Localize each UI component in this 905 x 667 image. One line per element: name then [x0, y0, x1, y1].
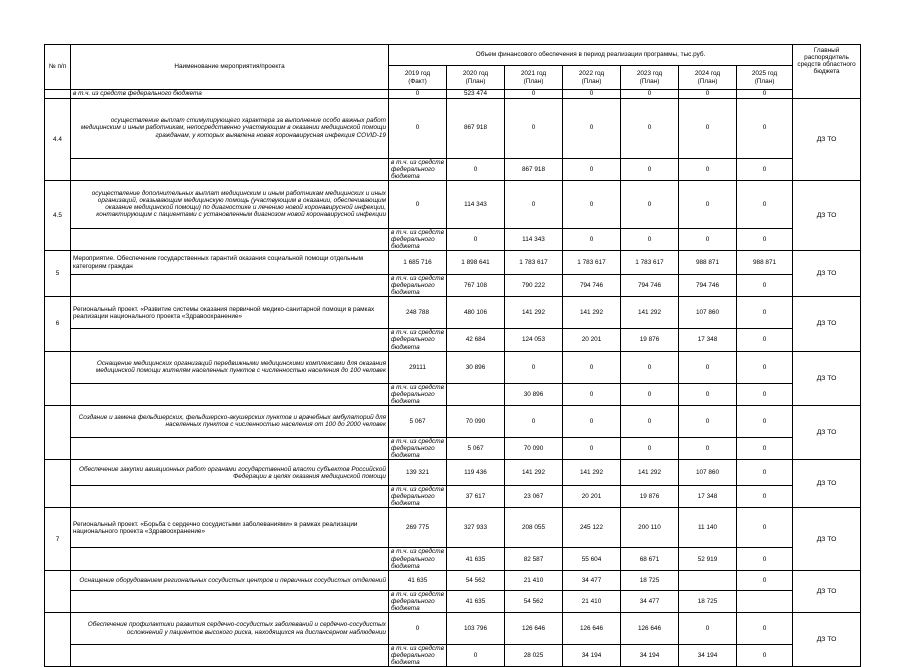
table-header	[45, 45, 861, 99]
year-value-cell: 0	[737, 405, 793, 437]
year-value-cell: 114 343	[447, 180, 505, 228]
year-value-cell: 0	[563, 351, 621, 383]
year-value-cell: 0	[563, 90, 621, 99]
year-value-cell: 1 783 617	[563, 251, 621, 275]
year-value-cell: 0	[737, 98, 793, 158]
federal-budget-row	[45, 158, 861, 180]
header-year	[447, 66, 505, 90]
row-number-empty	[45, 90, 71, 99]
header-year	[679, 66, 737, 90]
year-value-cell: 0	[563, 405, 621, 437]
year-value-cell: 0	[737, 570, 793, 590]
year-value-cell: 208 055	[505, 508, 563, 548]
row-number-empty	[71, 437, 389, 459]
distributor-cell: ДЗ ТО	[793, 460, 861, 508]
year-value-cell: 480 106	[447, 297, 505, 329]
header-year-label: 2023 год	[636, 70, 663, 78]
federal-budget-label: в т.ч. из средств федерального бюджета	[389, 437, 447, 459]
year-value-cell: 23 067	[505, 486, 563, 508]
row-number: 6	[45, 297, 71, 351]
year-value-cell: 867 918	[447, 98, 505, 158]
year-value-cell: 0	[505, 405, 563, 437]
year-value-cell: 269 775	[389, 508, 447, 548]
year-value-cell: 0	[679, 228, 737, 250]
funding-table	[44, 44, 861, 667]
distributor-cell: ДЗ ТО	[793, 98, 861, 180]
federal-budget-row	[45, 329, 861, 351]
federal-budget-label: в т.ч. из средств федерального бюджета	[389, 275, 447, 297]
year-value-cell: 41 635	[389, 570, 447, 590]
federal-budget-row	[45, 383, 861, 405]
year-value-cell: 21 410	[505, 570, 563, 590]
distributor-cell: ДЗ ТО	[793, 351, 861, 405]
year-value-cell: 988 871	[679, 251, 737, 275]
row-number-empty	[71, 590, 389, 612]
header-year-kind: (План)	[523, 77, 544, 85]
year-value-cell: 0	[679, 405, 737, 437]
year-value-cell: 0	[621, 158, 679, 180]
year-value-cell: 21 410	[563, 590, 621, 612]
row-number-empty	[71, 275, 389, 297]
year-value-cell: 5 067	[389, 405, 447, 437]
federal-budget-label: в т.ч. из средств федерального бюджета	[389, 645, 447, 667]
year-value-cell: 20 201	[563, 486, 621, 508]
table-row	[45, 351, 861, 383]
federal-budget-label: в т.ч. из средств федерального бюджета	[389, 383, 447, 405]
distributor-cell: ДЗ ТО	[793, 570, 861, 612]
year-value-cell: 119 436	[447, 460, 505, 486]
header-year-kind: (План)	[697, 77, 718, 85]
distributor-cell: ДЗ ТО	[793, 297, 861, 351]
year-value-cell: 82 587	[505, 548, 563, 570]
distributor-cell: ДЗ ТО	[793, 613, 861, 667]
table-row	[45, 180, 861, 228]
year-value-cell: 0	[563, 228, 621, 250]
year-value-cell: 0	[563, 437, 621, 459]
year-value-cell: 0	[679, 351, 737, 383]
year-value-cell: 988 871	[737, 251, 793, 275]
year-value-cell: 0	[679, 158, 737, 180]
year-value-cell	[737, 590, 793, 612]
year-value-cell: 20 201	[563, 329, 621, 351]
year-value-cell: 139 321	[389, 460, 447, 486]
row-name: осуществление выплат стимулирующего характера за выполнение особо важных работ медицинским и иным работникам, непосредственно участвующим в оказании медицинской помощи гражданам, у которых выявлена новая коронавирусная инфекция COVID-19	[71, 98, 389, 158]
header-year	[563, 66, 621, 90]
row-name: осуществление дополнительных выплат медицинским и иным работникам медицинских и иных организаций, оказывающим медицинскую помощь (участвующим в оказании, обеспечивающим оказание медицинской помощи) по диагностике и лечению новой коронавирусной инфекции, контактирующим с пациентами с установленным диагнозом новой коронавирусной инфекции	[71, 180, 389, 228]
header-name: Наименование мероприятия/проекта	[71, 45, 389, 90]
year-value-cell: 0	[737, 158, 793, 180]
federal-budget-row	[45, 486, 861, 508]
row-number-empty	[71, 158, 389, 180]
row-number: 4.5	[45, 180, 71, 250]
year-value-cell: 107 860	[679, 460, 737, 486]
year-value-cell: 867 918	[505, 158, 563, 180]
federal-budget-row	[45, 548, 861, 570]
year-value-cell: 0	[679, 98, 737, 158]
year-value-cell: 0	[563, 98, 621, 158]
year-value-cell: 126 646	[621, 613, 679, 645]
header-year-label: 2022 год	[578, 70, 605, 78]
year-value-cell: 0	[737, 460, 793, 486]
year-value-cell: 126 646	[563, 613, 621, 645]
header-year-kind: (Факт)	[408, 77, 427, 85]
year-value-cell: 0	[737, 548, 793, 570]
federal-budget-row	[45, 645, 861, 667]
year-value-cell: 0	[621, 180, 679, 228]
year-value-cell: 523 474	[447, 90, 505, 99]
year-value-cell: 0	[563, 158, 621, 180]
year-value-cell: 0	[505, 90, 563, 99]
year-value-cell: 124 053	[505, 329, 563, 351]
year-value-cell: 0	[679, 383, 737, 405]
distributor-cell: ДЗ ТО	[793, 180, 861, 250]
row-number-empty	[71, 548, 389, 570]
year-value-cell: 1 783 617	[505, 251, 563, 275]
federal-budget-row	[45, 275, 861, 297]
year-value-cell: 0	[621, 351, 679, 383]
federal-budget-row	[45, 437, 861, 459]
year-value-cell: 17 348	[679, 486, 737, 508]
year-value-cell: 37 617	[447, 486, 505, 508]
row-number	[45, 570, 71, 612]
year-value-cell	[447, 383, 505, 405]
table-row	[45, 570, 861, 590]
year-value-cell: 70 090	[447, 405, 505, 437]
year-value-cell: 54 562	[505, 590, 563, 612]
distributor-cell: ДЗ ТО	[793, 405, 861, 459]
header-year	[505, 66, 563, 90]
year-value-cell: 1 685 716	[389, 251, 447, 275]
year-value-cell: 200 110	[621, 508, 679, 548]
year-value-cell: 19 876	[621, 486, 679, 508]
year-value-cell: 141 292	[621, 297, 679, 329]
year-value-cell: 0	[505, 180, 563, 228]
row-name: Региональный проект. «Развитие системы оказания первичной медико-санитарной помощи в рамках реализации национального проекта «Здравоохранение»	[71, 297, 389, 329]
row-number-empty	[71, 228, 389, 250]
year-value-cell: 0	[505, 98, 563, 158]
year-value-cell: 0	[447, 645, 505, 667]
header-year-label: 2020 год	[462, 70, 489, 78]
distributor-cell: ДЗ ТО	[793, 508, 861, 570]
year-value-cell: 28 025	[505, 645, 563, 667]
row-name: Обеспечение профилактики развития сердечно-сосудистых заболеваний и сердечно-сосудистых осложнений у пациентов высокого риска, находящихся на диспансерном наблюдении	[71, 613, 389, 645]
year-value-cell: 248 788	[389, 297, 447, 329]
federal-budget-label: в т.ч. из средств федерального бюджета	[389, 228, 447, 250]
year-value-cell: 0	[737, 228, 793, 250]
year-value-cell: 41 635	[447, 548, 505, 570]
table-row	[45, 405, 861, 437]
distributor-cell: ДЗ ТО	[793, 251, 861, 297]
federal-budget-row	[45, 90, 861, 99]
federal-budget-label: в т.ч. из средств федерального бюджета	[389, 486, 447, 508]
year-value-cell: 126 646	[505, 613, 563, 645]
year-value-cell: 11 140	[679, 508, 737, 548]
header-year-kind: (План)	[465, 77, 486, 85]
year-value-cell: 0	[621, 437, 679, 459]
row-number-empty	[71, 486, 389, 508]
year-value-cell: 107 860	[679, 297, 737, 329]
header-number: № п/п	[45, 45, 71, 90]
year-value-cell: 0	[389, 90, 447, 99]
year-value-cell: 103 796	[447, 613, 505, 645]
year-value-cell: 0	[737, 275, 793, 297]
year-value-cell: 30 896	[505, 383, 563, 405]
year-value-cell: 141 292	[563, 460, 621, 486]
year-value-cell: 0	[447, 228, 505, 250]
year-value-cell: 0	[563, 180, 621, 228]
year-value-cell: 141 292	[505, 460, 563, 486]
year-value-cell: 0	[679, 437, 737, 459]
year-value-cell: 0	[737, 645, 793, 667]
year-value-cell: 794 746	[679, 275, 737, 297]
year-value-cell: 0	[621, 228, 679, 250]
year-value-cell: 0	[621, 383, 679, 405]
federal-budget-label: в т.ч. из средств федерального бюджета	[389, 590, 447, 612]
year-value-cell: 141 292	[563, 297, 621, 329]
year-value-cell: 794 746	[563, 275, 621, 297]
year-value-cell: 0	[679, 90, 737, 99]
row-name: Создание и замена фельдшерских, фельдшерско-акушерских пунктов и врачебных амбулаторий для населенных пунктов с численностью населения от 100 до 2000 человек	[71, 405, 389, 437]
federal-budget-label: в т.ч. из средств федерального бюджета	[389, 548, 447, 570]
year-value-cell: 34 194	[563, 645, 621, 667]
row-number	[45, 351, 71, 405]
year-value-cell: 41 635	[447, 590, 505, 612]
header-year	[621, 66, 679, 90]
year-value-cell: 327 933	[447, 508, 505, 548]
federal-budget-label: в т.ч. из средств федерального бюджета	[389, 158, 447, 180]
year-value-cell: 245 122	[563, 508, 621, 548]
federal-budget-row	[45, 590, 861, 612]
year-value-cell: 42 684	[447, 329, 505, 351]
year-value-cell: 0	[679, 180, 737, 228]
year-value-cell: 18 725	[621, 570, 679, 590]
year-value-cell: 141 292	[621, 460, 679, 486]
year-value-cell: 114 343	[505, 228, 563, 250]
year-value-cell: 70 090	[505, 437, 563, 459]
year-value-cell: 0	[737, 297, 793, 329]
header-funding: Объем финансового обеспечения в период реализации программы, тыс.руб.	[389, 45, 793, 66]
row-number	[45, 460, 71, 508]
year-value-cell: 0	[737, 180, 793, 228]
year-value-cell: 0	[737, 508, 793, 548]
table-row	[45, 460, 861, 486]
row-number-empty	[71, 383, 389, 405]
year-value-cell: 0	[447, 158, 505, 180]
year-value-cell	[679, 570, 737, 590]
year-value-cell: 0	[389, 613, 447, 645]
header-year-label: 2019 год	[404, 70, 431, 78]
funding-table-sheet	[44, 44, 860, 667]
year-value-cell: 141 292	[505, 297, 563, 329]
year-value-cell: 29111	[389, 351, 447, 383]
year-value-cell: 0	[737, 613, 793, 645]
row-number: 4.4	[45, 98, 71, 180]
year-value-cell: 0	[737, 90, 793, 99]
year-value-cell: 767 108	[447, 275, 505, 297]
header-year-label: 2024 год	[694, 70, 721, 78]
year-value-cell: 5 067	[447, 437, 505, 459]
year-value-cell: 0	[737, 437, 793, 459]
row-name: Обеспечение закупки авиационных работ органами государственной власти субъектов Российской Федерации в целях оказания медицинской помощи	[71, 460, 389, 486]
year-value-cell: 0	[621, 405, 679, 437]
year-value-cell: 0	[737, 351, 793, 383]
federal-budget-label: в т.ч. из средств федерального бюджета	[71, 90, 389, 99]
year-value-cell: 68 671	[621, 548, 679, 570]
year-value-cell: 1 898 641	[447, 251, 505, 275]
year-value-cell: 34 477	[621, 590, 679, 612]
year-value-cell: 0	[505, 351, 563, 383]
year-value-cell: 34 194	[679, 645, 737, 667]
header-year	[389, 66, 447, 90]
year-value-cell: 0	[563, 383, 621, 405]
row-name: Региональный проект. «Борьба с сердечно сосудистыми заболеваниями» в рамках реализации национального проекта «Здравоохранение»	[71, 508, 389, 548]
header-year-label: 2021 год	[520, 70, 547, 78]
header-year-kind: (План)	[639, 77, 660, 85]
header-distributor: Главный распорядитель средств областного бюджета	[793, 45, 861, 99]
row-name: Оснащение медицинских организаций передвижными медицинскими комплексами для оказания медицинской помощи жителям населенных пунктов с численностью населения до 100 человек	[71, 351, 389, 383]
year-value-cell: 18 725	[679, 590, 737, 612]
row-name: Оснащение оборудованием региональных сосудистых центров и первичных сосудистых отделений	[71, 570, 389, 590]
year-value-cell: 0	[389, 98, 447, 158]
year-value-cell: 34 194	[621, 645, 679, 667]
year-value-cell: 34 477	[563, 570, 621, 590]
year-value-cell: 52 919	[679, 548, 737, 570]
table-row	[45, 508, 861, 548]
year-value-cell: 17 348	[679, 329, 737, 351]
header-year	[737, 66, 793, 90]
year-value-cell: 0	[737, 486, 793, 508]
row-number: 5	[45, 251, 71, 297]
table-row	[45, 251, 861, 275]
federal-budget-row	[45, 228, 861, 250]
year-value-cell: 0	[621, 98, 679, 158]
year-value-cell: 19 876	[621, 329, 679, 351]
row-number	[45, 405, 71, 459]
year-value-cell: 0	[737, 329, 793, 351]
row-name: Мероприятие. Обеспечение государственных гарантий оказания социальной помощи отдельным категориям граждан	[71, 251, 389, 275]
year-value-cell: 54 562	[447, 570, 505, 590]
year-value-cell: 0	[679, 613, 737, 645]
year-value-cell: 790 222	[505, 275, 563, 297]
year-value-cell: 0	[737, 383, 793, 405]
year-value-cell: 0	[389, 180, 447, 228]
row-number: 7	[45, 508, 71, 570]
row-number-empty	[71, 645, 389, 667]
header-year-kind: (План)	[581, 77, 602, 85]
row-number-empty	[71, 329, 389, 351]
header-year-kind: (План)	[754, 77, 775, 85]
header-year-label: 2025 год	[751, 70, 778, 78]
table-row	[45, 297, 861, 329]
table-row	[45, 98, 861, 158]
year-value-cell: 55 604	[563, 548, 621, 570]
federal-budget-label: в т.ч. из средств федерального бюджета	[389, 329, 447, 351]
year-value-cell: 794 746	[621, 275, 679, 297]
year-value-cell: 30 896	[447, 351, 505, 383]
year-value-cell: 1 783 617	[621, 251, 679, 275]
table-body	[45, 98, 861, 667]
year-value-cell: 0	[621, 90, 679, 99]
